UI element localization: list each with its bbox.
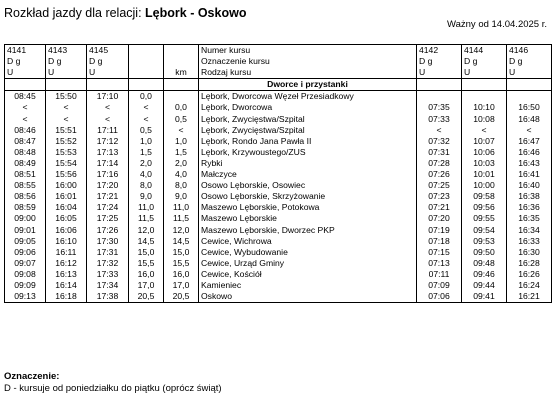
left-kind-3: U — [87, 67, 129, 79]
left-time-3: 17:10 — [87, 91, 129, 103]
left-time-2: 16:14 — [46, 280, 87, 291]
left-time-3: 17:16 — [87, 169, 129, 180]
stop-name: Lębork, Zwycięstwa/Szpital — [199, 114, 417, 125]
left-course-3: 4145 — [87, 45, 129, 57]
stop-name: Lębork, Krzywoustego/ZUS — [199, 147, 417, 158]
table-row — [5, 280, 552, 291]
left-time-2: 16:00 — [46, 180, 87, 191]
km-left: 12,0 — [129, 225, 164, 236]
table-row — [5, 269, 552, 280]
left-time-3: 17:11 — [87, 125, 129, 136]
right-course-1: 4142 — [417, 45, 462, 57]
left-time-2: 15:52 — [46, 136, 87, 147]
right-time-1: 07:20 — [417, 213, 462, 224]
right-time-2: 09:56 — [462, 202, 507, 213]
km-right: 15,5 — [164, 258, 199, 269]
km-left: 17,0 — [129, 280, 164, 291]
left-time-3: 17:26 — [87, 225, 129, 236]
table-row — [5, 169, 552, 180]
left-time-3: 17:34 — [87, 280, 129, 291]
header-row-course-kind — [5, 67, 552, 79]
km-right: 15,0 — [164, 247, 199, 258]
right-time-3: 16:48 — [507, 114, 552, 125]
km-header-blank — [164, 45, 199, 57]
left-time-2: 16:04 — [46, 202, 87, 213]
right-kind-1: U — [417, 67, 462, 79]
left-marking-3: D g — [87, 56, 129, 67]
left-time-2: 15:53 — [46, 147, 87, 158]
left-time-2: 16:01 — [46, 191, 87, 202]
title-prefix: Rozkład jazdy dla relacji: — [4, 6, 142, 20]
table-row — [5, 158, 552, 169]
table-row — [5, 180, 552, 191]
right-time-2: 09:55 — [462, 213, 507, 224]
stop-name: Cewice, Wichrowa — [199, 236, 417, 247]
table-row — [5, 102, 552, 113]
left-time-3: 17:25 — [87, 213, 129, 224]
km-right: 20,5 — [164, 291, 199, 303]
left-time-2: 16:10 — [46, 236, 87, 247]
right-time-1: 07:35 — [417, 102, 462, 113]
right-time-2 — [462, 91, 507, 103]
left-time-3: 17:21 — [87, 191, 129, 202]
km-header-blank — [129, 45, 164, 57]
right-course-3: 4146 — [507, 45, 552, 57]
km-left: 11,0 — [129, 202, 164, 213]
right-time-1: 07:13 — [417, 258, 462, 269]
right-time-1: 07:06 — [417, 291, 462, 303]
right-time-1: 07:31 — [417, 147, 462, 158]
stop-name: Oskowo — [199, 291, 417, 303]
right-time-3: 16:41 — [507, 169, 552, 180]
km-right: 0,0 — [164, 102, 199, 113]
km-right: < — [164, 125, 199, 136]
right-time-2: 10:08 — [462, 114, 507, 125]
timetable-body — [5, 45, 552, 303]
left-time-3: 17:30 — [87, 236, 129, 247]
left-time-1: 09:07 — [5, 258, 46, 269]
right-marking-1: D g — [417, 56, 462, 67]
right-time-3: 16:47 — [507, 136, 552, 147]
right-time-1: 07:33 — [417, 114, 462, 125]
right-kind-3: U — [507, 67, 552, 79]
legend — [4, 371, 222, 394]
stop-name: Maszewo Lęborskie — [199, 213, 417, 224]
label-stations: Dworce i przystanki — [199, 79, 417, 91]
left-time-1: 09:13 — [5, 291, 46, 303]
left-time-1: 09:00 — [5, 213, 46, 224]
label-course-number: Numer kursu — [199, 45, 417, 57]
right-marking-2: D g — [462, 56, 507, 67]
right-time-3: 16:43 — [507, 158, 552, 169]
label-course-marking: Oznaczenie kursu — [199, 56, 417, 67]
km-left: 15,5 — [129, 258, 164, 269]
km-right: 14,5 — [164, 236, 199, 247]
right-time-1: 07:25 — [417, 180, 462, 191]
left-time-3: 17:20 — [87, 180, 129, 191]
left-time-3: 17:24 — [87, 202, 129, 213]
right-time-3: 16:36 — [507, 202, 552, 213]
right-time-3: 16:40 — [507, 180, 552, 191]
left-time-1: 09:05 — [5, 236, 46, 247]
right-time-2: 10:03 — [462, 158, 507, 169]
stop-name: Lębork, Dworcowa Węzeł Przesiadkowy — [199, 91, 417, 103]
right-time-1: 07:26 — [417, 169, 462, 180]
right-time-3: 16:35 — [507, 213, 552, 224]
right-time-2: 10:00 — [462, 180, 507, 191]
right-time-2: < — [462, 125, 507, 136]
right-time-2: 09:58 — [462, 191, 507, 202]
table-row — [5, 114, 552, 125]
right-time-3: 16:46 — [507, 147, 552, 158]
right-time-3: 16:33 — [507, 236, 552, 247]
right-time-3: 16:50 — [507, 102, 552, 113]
km-left: 16,0 — [129, 269, 164, 280]
left-time-3: 17:12 — [87, 136, 129, 147]
km-left: 9,0 — [129, 191, 164, 202]
km-right: 4,0 — [164, 169, 199, 180]
left-time-1: < — [5, 102, 46, 113]
km-right — [164, 91, 199, 103]
left-time-2: < — [46, 114, 87, 125]
km-left: 11,5 — [129, 213, 164, 224]
title-route: Lębork - Oskowo — [145, 6, 247, 20]
km-right: 0,5 — [164, 114, 199, 125]
right-time-1: 07:19 — [417, 225, 462, 236]
right-time-2: 10:01 — [462, 169, 507, 180]
km-left: 0,5 — [129, 125, 164, 136]
right-course-2: 4144 — [462, 45, 507, 57]
right-time-1: 07:28 — [417, 158, 462, 169]
left-time-1: 08:56 — [5, 191, 46, 202]
left-kind-2: U — [46, 67, 87, 79]
right-time-2: 10:10 — [462, 102, 507, 113]
left-time-2: 16:05 — [46, 213, 87, 224]
km-right: 1,0 — [164, 136, 199, 147]
table-row — [5, 191, 552, 202]
table-row — [5, 247, 552, 258]
km-left: 2,0 — [129, 158, 164, 169]
stop-name: Rybki — [199, 158, 417, 169]
table-row — [5, 213, 552, 224]
stop-name: Maszewo Lęborskie, Dworzec PKP — [199, 225, 417, 236]
km-left: < — [129, 102, 164, 113]
left-time-1: 08:55 — [5, 180, 46, 191]
left-time-3: 17:14 — [87, 158, 129, 169]
km-left: < — [129, 114, 164, 125]
left-time-2: 15:56 — [46, 169, 87, 180]
stop-name: Maszewo Lęborskie, Potokowa — [199, 202, 417, 213]
left-time-2: 16:13 — [46, 269, 87, 280]
table-row — [5, 147, 552, 158]
left-time-3: 17:32 — [87, 258, 129, 269]
table-row — [5, 225, 552, 236]
km-left: 4,0 — [129, 169, 164, 180]
left-time-2: 16:11 — [46, 247, 87, 258]
left-time-1: < — [5, 114, 46, 125]
right-time-2: 09:46 — [462, 269, 507, 280]
valid-from-date: Ważny od 14.04.2025 r. — [447, 19, 547, 30]
left-time-1: 08:48 — [5, 147, 46, 158]
stop-name: Osowo Lęborskie, Osowiec — [199, 180, 417, 191]
right-time-2: 09:41 — [462, 291, 507, 303]
right-time-2: 10:06 — [462, 147, 507, 158]
left-course-2: 4143 — [46, 45, 87, 57]
label-course-kind: Rodzaj kursu — [199, 67, 417, 79]
left-time-2: 15:50 — [46, 91, 87, 103]
km-left: 8,0 — [129, 180, 164, 191]
left-time-2: 16:06 — [46, 225, 87, 236]
header-row-stations — [5, 79, 552, 91]
left-kind-1: U — [5, 67, 46, 79]
km-left: 0,0 — [129, 91, 164, 103]
left-time-1: 08:45 — [5, 91, 46, 103]
table-row — [5, 258, 552, 269]
left-time-2: < — [46, 102, 87, 113]
table-row — [5, 136, 552, 147]
left-time-2: 16:12 — [46, 258, 87, 269]
header-row-course-marking — [5, 56, 552, 67]
left-course-1: 4141 — [5, 45, 46, 57]
km-right: 17,0 — [164, 280, 199, 291]
right-time-3: 16:26 — [507, 269, 552, 280]
right-kind-2: U — [462, 67, 507, 79]
right-time-3: < — [507, 125, 552, 136]
left-time-1: 08:59 — [5, 202, 46, 213]
right-time-3: 16:24 — [507, 280, 552, 291]
stop-name: Osowo Lęborskie, Skrzyżowanie — [199, 191, 417, 202]
stop-name: Lębork, Dworcowa — [199, 102, 417, 113]
left-time-1: 08:46 — [5, 125, 46, 136]
stop-name: Kamieniec — [199, 280, 417, 291]
right-time-1: 07:09 — [417, 280, 462, 291]
stop-name: Cewice, Wybudowanie — [199, 247, 417, 258]
km-left: 1,5 — [129, 147, 164, 158]
table-row — [5, 236, 552, 247]
right-time-3: 16:34 — [507, 225, 552, 236]
left-time-3: 17:31 — [87, 247, 129, 258]
km-right: 9,0 — [164, 191, 199, 202]
right-time-1: 07:18 — [417, 236, 462, 247]
left-time-3: 17:38 — [87, 291, 129, 303]
right-time-1: 07:32 — [417, 136, 462, 147]
right-time-3: 16:28 — [507, 258, 552, 269]
right-time-1 — [417, 91, 462, 103]
legend-heading: Oznaczenie: — [4, 371, 60, 382]
km-left: 14,5 — [129, 236, 164, 247]
right-marking-3: D g — [507, 56, 552, 67]
km-right: 11,5 — [164, 213, 199, 224]
stop-name: Cewice, Kościół — [199, 269, 417, 280]
left-time-1: 09:01 — [5, 225, 46, 236]
header-row-course-number — [5, 45, 552, 57]
timetable — [4, 44, 552, 303]
table-row — [5, 202, 552, 213]
km-right: 1,5 — [164, 147, 199, 158]
right-time-1: < — [417, 125, 462, 136]
left-time-1: 08:49 — [5, 158, 46, 169]
km-left: 20,5 — [129, 291, 164, 303]
right-time-1: 07:23 — [417, 191, 462, 202]
km-left: 15,0 — [129, 247, 164, 258]
legend-d-line: D - kursuje od poniedziałku do piątku (oprócz świąt) — [4, 382, 222, 394]
right-time-2: 09:44 — [462, 280, 507, 291]
left-marking-2: D g — [46, 56, 87, 67]
left-time-3: < — [87, 102, 129, 113]
left-time-1: 09:08 — [5, 269, 46, 280]
left-time-1: 09:06 — [5, 247, 46, 258]
right-time-2: 09:53 — [462, 236, 507, 247]
right-time-1: 07:21 — [417, 202, 462, 213]
right-time-3: 16:38 — [507, 191, 552, 202]
left-marking-1: D g — [5, 56, 46, 67]
left-time-2: 16:18 — [46, 291, 87, 303]
right-time-1: 07:11 — [417, 269, 462, 280]
left-time-2: 15:54 — [46, 158, 87, 169]
table-row — [5, 125, 552, 136]
stop-name: Cewice, Urząd Gminy — [199, 258, 417, 269]
table-row — [5, 291, 552, 303]
page-title — [4, 6, 246, 20]
left-time-1: 08:47 — [5, 136, 46, 147]
stop-name: Lębork, Rondo Jana Pawła II — [199, 136, 417, 147]
right-time-3 — [507, 91, 552, 103]
km-right: 12,0 — [164, 225, 199, 236]
right-time-3: 16:30 — [507, 247, 552, 258]
right-time-2: 09:48 — [462, 258, 507, 269]
right-time-2: 09:50 — [462, 247, 507, 258]
km-right: 16,0 — [164, 269, 199, 280]
right-time-2: 10:07 — [462, 136, 507, 147]
km-label: km — [164, 67, 199, 79]
left-time-3: < — [87, 114, 129, 125]
km-right: 8,0 — [164, 180, 199, 191]
stop-name: Małczyce — [199, 169, 417, 180]
km-right: 2,0 — [164, 158, 199, 169]
km-left: 1,0 — [129, 136, 164, 147]
left-time-3: 17:13 — [87, 147, 129, 158]
stop-name: Lębork, Zwycięstwa/Szpital — [199, 125, 417, 136]
left-time-2: 15:51 — [46, 125, 87, 136]
left-time-1: 09:09 — [5, 280, 46, 291]
km-right: 11,0 — [164, 202, 199, 213]
left-time-3: 17:33 — [87, 269, 129, 280]
table-row — [5, 91, 552, 103]
right-time-3: 16:21 — [507, 291, 552, 303]
right-time-2: 09:54 — [462, 225, 507, 236]
left-time-1: 08:51 — [5, 169, 46, 180]
right-time-1: 07:15 — [417, 247, 462, 258]
